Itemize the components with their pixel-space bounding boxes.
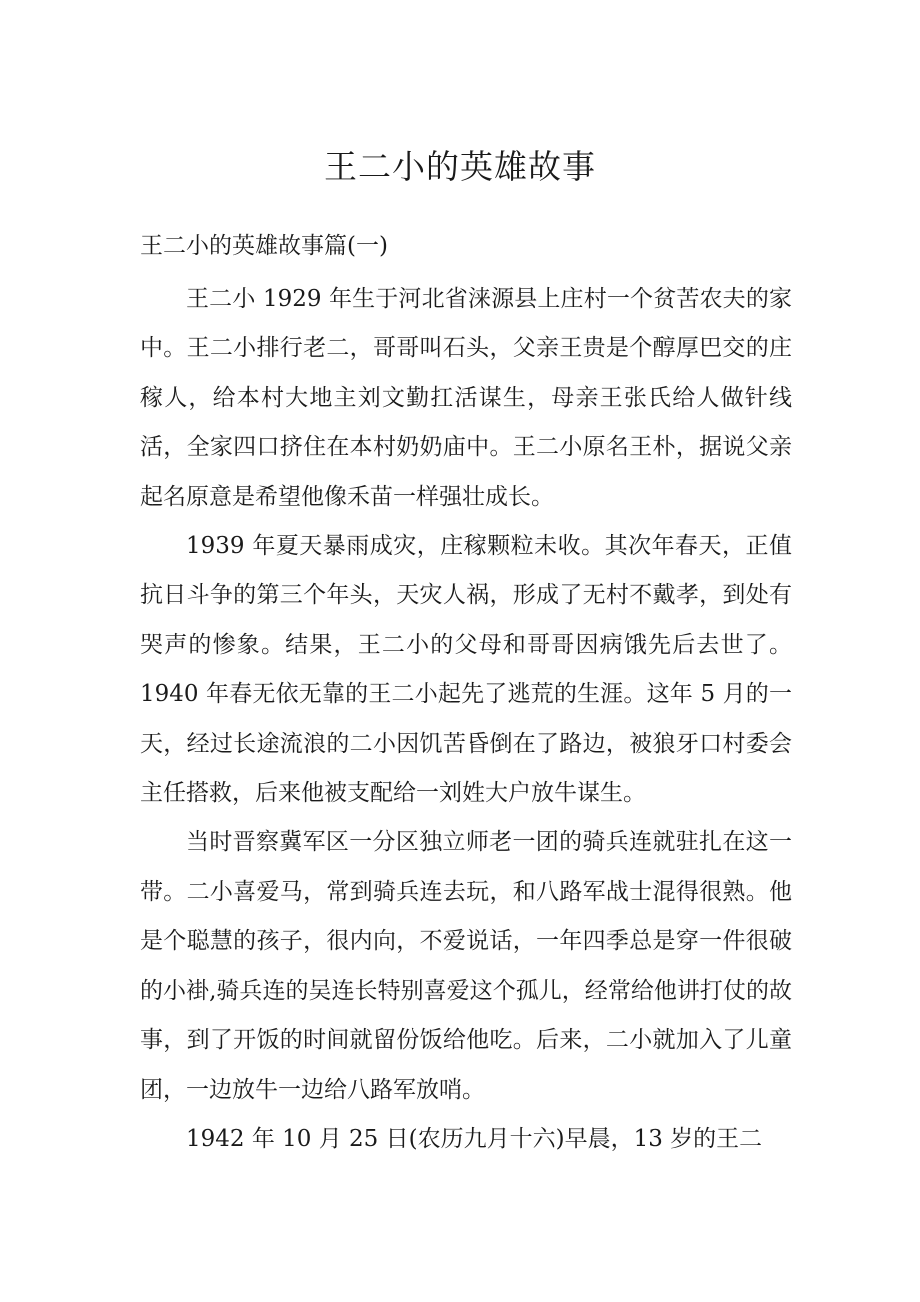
paragraph: 1939 年夏天暴雨成灾，庄稼颗粒未收。其次年春天，正值抗日斗争的第三个年头，天灾人祸，形成了无村不戴孝，到处有哭声的惨象。结果，王二小的父母和哥哥因病饿先后去世了。1940 年春无依无靠的王二小起先了逃荒的生涯。这年 5 月的一天，经过长途流浪的二小因饥苦昏倒在了路边，被狼牙口村委会主任搭救，后来他被支配给一刘姓大户放牛谋生。 xyxy=(140,533,792,807)
paragraph: 1942 年 10 月 25 日(农历九月十六)早晨，13 岁的王二 xyxy=(186,1125,763,1152)
page-title: 王二小的英雄故事 xyxy=(324,147,596,186)
section-heading: 王二小的英雄故事篇(一) xyxy=(140,233,388,259)
paragraph: 当时晋察冀军区一分区独立师老一团的骑兵连就驻扎在这一带。二小喜爱马，常到骑兵连去玩，和八路军战士混得很熟。他是个聪慧的孩子，很内向，不爱说话，一年四季总是穿一件很破的小褂,骑兵连的吴连长特别喜爱这个孤儿，经常给他讲打仗的故事，到了开饭的时间就留份饭给他吃。后来，二小就加入了儿童团，一边放牛一边给八路军放哨。 xyxy=(140,829,792,1103)
article-body xyxy=(140,275,792,1164)
paragraph: 王二小 1929 年生于河北省涞源县上庄村一个贫苦农夫的家中。王二小排行老二，哥哥叫石头，父亲王贵是个醇厚巴交的庄稼人，给本村大地主刘文勤扛活谋生，母亲王张氏给人做针线活，全家四口挤住在本村奶奶庙中。王二小原名王朴，据说父亲起名原意是希望他像禾苗一样强壮成长。 xyxy=(140,286,792,510)
